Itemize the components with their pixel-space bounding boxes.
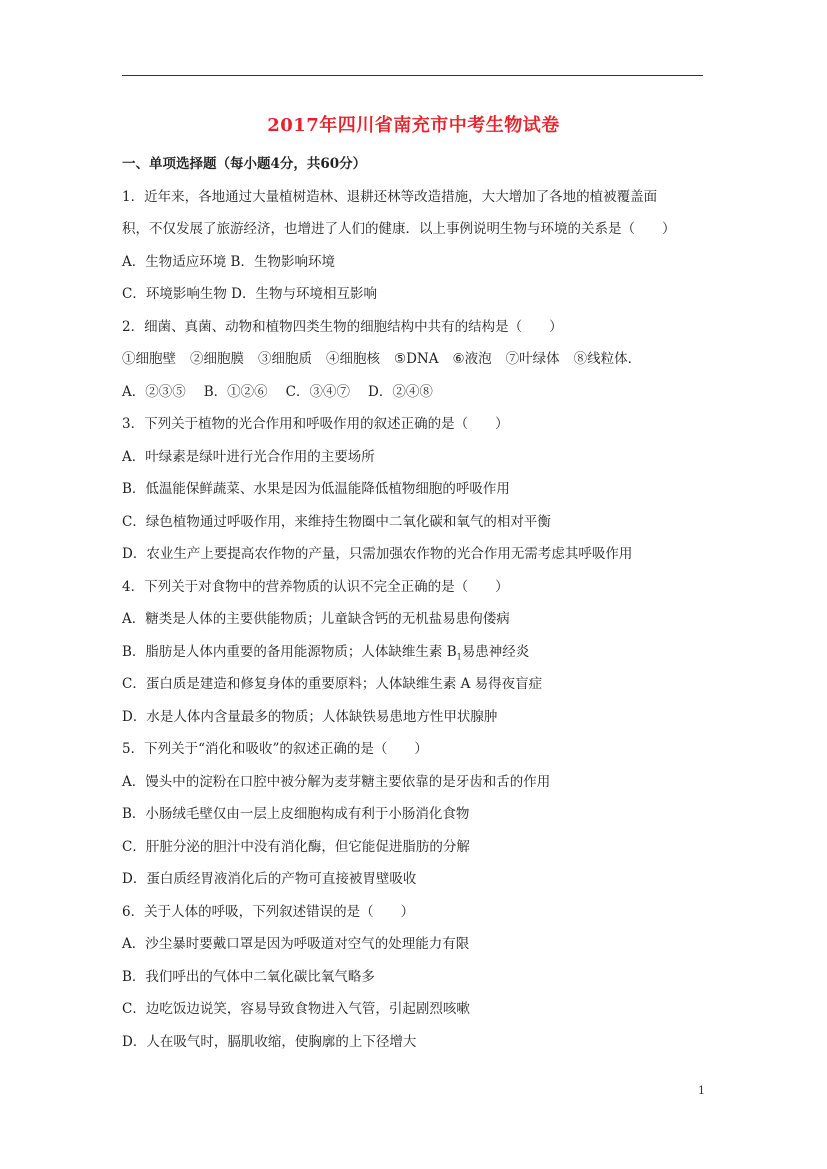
option-line: A．生物适应环境 B．生物影响环境	[122, 253, 335, 270]
option-a: A．沙尘暴时要戴口罩是因为呼吸道对空气的处理能力有限	[122, 936, 470, 952]
structure-item: ⑥液泡	[452, 351, 492, 367]
option-c: C．绿色植物通过呼吸作用，来维持生物圈中二氧化碳和氧气的相对平衡	[122, 513, 551, 530]
option-b-text-end: 易患神经炎	[461, 643, 530, 660]
exam-body	[122, 148, 706, 1058]
question-stem: 5．下列关于“消化和吸收”的叙述正确的是（ ）	[122, 741, 428, 757]
structure-item: ④细胞核	[326, 351, 380, 367]
question-6	[122, 896, 706, 1059]
option-line: C．环境影响生物 D．生物与环境相互影响	[122, 286, 377, 302]
option-a: A．糖类是人体的主要供能物质；儿童缺含钙的无机盐易患佝偻病	[122, 611, 510, 627]
question-1	[122, 181, 706, 311]
option-c: C．蛋白质是建造和修复身体的重要原料；人体缺维生素 A 易得夜盲症	[122, 676, 543, 692]
option-a: A．②③⑤	[122, 383, 186, 400]
question-4	[122, 571, 706, 734]
option-c: C．③④⑦	[285, 383, 351, 400]
question-stem: 6．关于人体的呼吸，下列叙述错误的是（ ）	[122, 903, 415, 920]
question-2	[122, 311, 706, 409]
structure-item: ②细胞膜	[190, 351, 244, 367]
question-stem: 4．下列关于对食物中的营养物质的认识不完全正确的是（ ）	[122, 578, 509, 595]
option-d: D．蛋白质经胃液消化后的产物可直接被胃壁吸收	[122, 871, 417, 887]
option-c: C．肝脏分泌的胆汁中没有消化酶，但它能促进脂肪的分解	[122, 838, 470, 855]
option-a: A．叶绿素是绿叶进行光合作用的主要场所	[122, 448, 375, 465]
structure-item: ⑦叶绿体	[505, 351, 560, 367]
structure-list	[122, 343, 706, 376]
question-stem: 3．下列关于植物的光合作用和呼吸作用的叙述正确的是（ ）	[122, 416, 509, 432]
structure-item: ③细胞质	[258, 351, 312, 367]
option-b-text: B．脂肪是人体内重要的备用能源物质；人体缺维生素 B	[122, 643, 457, 660]
option-c: C．边吃饭边说笑，容易导致食物进入气管，引起剧烈咳嗽	[122, 1001, 470, 1017]
option-a: A．馒头中的淀粉在口腔中被分解为麦芽糖主要依靠的是牙齿和舌的作用	[122, 773, 551, 790]
option-d: D．水是人体内含量最多的物质；人体缺铁易患地方性甲状腺肿	[122, 708, 498, 725]
header-rule	[122, 75, 703, 76]
structure-item: ⑤DNA	[394, 351, 439, 367]
question-5	[122, 733, 706, 896]
question-3	[122, 408, 706, 571]
question-stem: 2．细菌、真菌、动物和植物四类生物的细胞结构中共有的结构是（ ）	[122, 318, 563, 335]
option-b: B．我们呼出的气体中二氧化碳比氧气略多	[122, 968, 375, 985]
option-b: B．低温能保鲜蔬菜、水果是因为低温能降低植物细胞的呼吸作用	[122, 481, 510, 497]
structure-item: ①细胞壁	[122, 351, 176, 367]
question-stem-cont: 积，不仅发展了旅游经济，也增进了人们的健康．以上事例说明生物与环境的关系是（ ）	[122, 221, 676, 237]
option-d: D．人在吸气时，膈肌收缩，使胸廓的上下径增大	[122, 1033, 417, 1050]
structure-item: ⑧线粒体．	[573, 351, 642, 367]
option-b	[122, 636, 706, 669]
page-number: 1	[698, 1084, 705, 1097]
option-d: D．农业生产上要提高农作物的产量，只需加强农作物的光合作用无需考虑其呼吸作用	[122, 546, 633, 562]
page-title: 2017年四川省南充市中考生物试卷	[267, 115, 560, 136]
option-b: B．①②⑥	[203, 383, 268, 400]
option-line	[122, 376, 706, 409]
option-b: B．小肠绒毛壁仅由一层上皮细胞构成有利于小肠消化食物	[122, 806, 470, 822]
option-d: D．②④⑧	[368, 383, 433, 400]
section-heading: 一、单项选择题（每小题4分，共60分）	[122, 156, 367, 172]
subscript: 1	[456, 652, 462, 662]
question-stem: 1．近年来，各地通过大量植树造林、退耕还林等改造措施，大大增加了各地的植被覆盖面	[122, 188, 658, 205]
